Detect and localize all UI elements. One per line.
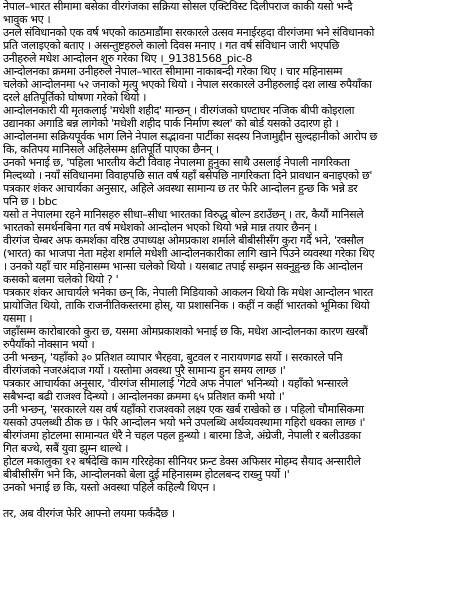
text-line: सबैभन्दा बढी राजश्व दिन्थ्यो । आन्दोलनका क्रममा ६५ प्रतिशत कमी भयो ।' bbox=[3, 390, 285, 403]
text-line: प्रायोजित थियो, ताकि राजनीतिकस्तरमा होस्, या प्रशासनिक । कहीं न कहीं भारतको भूमिका थियो bbox=[3, 299, 370, 312]
text-line: बीरगंजमा होटलमा सामान्यत धेरै ने चहल पहल हुन्थ्यो । बारमा डिजे, अंग्रेजी, नेपाली र बलीउडका bbox=[3, 429, 361, 442]
text-line: (भारत) का भाजपा नेता महेश शर्माले मधेशी आन्दोलनकारीका लागि खाने पिउने व्यवस्था गरेका थिए bbox=[3, 247, 375, 260]
text-line: नेपाल–भारत सीमामा बसेका वीरगंजका सक्रिया सोसल एक्टिविस्ट दिलीपराज काकी यसो भन्दै bbox=[3, 0, 353, 13]
text-line: जहाँसम्म कारोबारको कुरा छ, यसमा ओमप्रकाशको भनाई छ कि, मधेश आन्दोलनका कारण खरबौं bbox=[3, 325, 368, 338]
text-line: प्रति जलाइएको बताए । असन्तुष्टहरुले कालो दिवस मनाए । गत वर्ष संविधान जारी भएपछि bbox=[3, 39, 339, 52]
text-line: उनले संविधानको एक वर्ष भएको काठमाडौंमा सरकारले उत्सव मनाईरहदा वीरगंजमा भने संविधानको bbox=[3, 26, 374, 39]
text-line: रुपैयाँको नोक्सान भयो । bbox=[3, 338, 95, 351]
text-line: उनी भन्छन्, 'यहाँको ३० प्रतिशत व्यापार भैरहवा, बुटवल र नारायणगढ सर्यो । सरकारले पनि bbox=[3, 351, 343, 364]
text-line: भावुक भए । bbox=[3, 13, 51, 26]
text-line: वीरगंज चेम्बर अफ कमर्शका वरिष्ठ उपाध्यक्ष ओमप्रकाश शर्माले बीबीसीसँग कुरा गर्दै भने, 'रक्सौल bbox=[3, 234, 364, 247]
text-line: पनि छ । bbc bbox=[3, 195, 58, 208]
text-line: उद्यानका अगाडि बन्न लागेको 'मधेशी शहीद पार्क निर्माण स्थल' को बोर्ड यसको उदारण हो । bbox=[3, 117, 339, 130]
text-line: गित बज्थे, सबैं युवा झुम्न थाल्थे । bbox=[3, 442, 129, 455]
text-line: यसमा । bbox=[3, 312, 33, 325]
text-line: भारतको समर्थनबिना गत वर्ष मधेशको आन्दोलन भएको थियो भन्ने मान्न तयार छैनन् । bbox=[3, 221, 317, 234]
text-line: आन्दोलनकारी यी मृतकलाई 'मधेशी शहीद' मान्छन् । वीरगंजको घण्टाघर नजिक बीपी कोइराला bbox=[3, 104, 355, 117]
text-line: आन्दोलनमा सक्रियपूर्वक भाग लिने नेपाल सद्भावना पार्टीका सदस्य निजामुद्दीन सुल्दहानीको आरोप छ bbox=[3, 130, 378, 143]
blank-line bbox=[3, 494, 465, 507]
text-line: कसको बलमा चलेको थियो ? ' bbox=[3, 273, 119, 286]
text-line: वीरगंजको नजरअंदाज गर्यो । यस्तोमा अवस्था पुरै सामान्य हुन समय लाग्छ ।' bbox=[3, 364, 286, 377]
text-line: पत्रकार शंकर आचार्यले भनेका छन् कि, नेपाली मिडियाको आकलन थियो कि मधेश आन्दोलन भारत bbox=[3, 286, 373, 299]
text-line: कि, कतिपय मानिसले अहिलेसम्म क्षतिपूर्ति पाएका छैनन् । bbox=[3, 143, 219, 156]
text-line: उनी भन्छन्, 'सरकारले यस वर्ष यहाँको राजश्वको लक्ष्य एक खर्ब राखेको छ । पहिलो चौमासिकमा bbox=[3, 403, 364, 416]
text-line: बीबीसीसँग भने कि, आन्दोलनको बेला दुई महिनासम्म होटलबन्द राख्नु पर्यो ।' bbox=[3, 468, 290, 481]
text-line: पत्रकार आचार्यका अनुसार, 'वीरगंज सीमालाई 'गेटवे अफ नेपाल' भनिन्थ्यो । यहाँको भन्सारले bbox=[3, 377, 349, 390]
text-line: पत्रकार शंकर आचार्यका अनुसार, अहिले अवस्था सामान्य छ तर फेरि आन्दोलन हुन्छ कि भन्ने डर bbox=[3, 182, 358, 195]
text-line: उनीहरुले मधेश आन्दोलन शुरु गरेका थिए ।_91381568_pic-8 bbox=[3, 52, 253, 65]
text-line: उनको भनाई छ कि, यस्तो अवस्था पहिले कहिल्यै थिएन । bbox=[3, 481, 216, 494]
text-line: आन्दोलनका क्रममा उनीहरुले नेपाल–भारत सीमामा नाकाबन्दी गरेका थिए । चार महिनासम्म bbox=[3, 65, 343, 78]
text-line: उनको भनाई छ, 'पहिला भारतीय केटी विवाह नेपालमा हुनुका साथै उसलाई नेपाली नागरिकता bbox=[3, 156, 350, 169]
text-line: दरले क्षतिपूर्तिको घोषणा गरेको थियो । bbox=[3, 91, 147, 104]
text-line: मिल्दथ्यो । नयाँ संविधानमा विवाहपछि सात वर्ष यहाँ बसेपछि नागरिकता दिने प्रावधान बनाइएको छ' bbox=[3, 169, 373, 182]
text-line: चलेको आन्दोलनमा ५२ जनाको मृत्यु भएको थियो । नेपाल सरकारले उनीहरुलाई दश लाख रुपैयाँका bbox=[3, 78, 372, 91]
text-line: होटल मकालुका १२ बर्षदेखि काम गरिरहेका सीनियर फ्रन्ट डेक्स अफिसर मोहम्द सैयाद अन्सारीले bbox=[3, 455, 361, 468]
text-line: । उनको यहाँ चार महिनासम्म भान्सा चलेको थियो । यसबाट तपाई सम्झन सक्नुहुन्छ कि आन्दोलन bbox=[3, 260, 363, 273]
text-line: तर, अब वीरगंज फेरि आफ्नो लयमा फर्कदैछ । bbox=[3, 507, 175, 520]
text-line: यसो त नेपालमा रहने मानिसहरु सीधा–सीधा भारतका विरुद्ध बोल्न डराउँछन् । तर, कैयौं मानिसले bbox=[3, 208, 364, 221]
text-line: यसको उपलब्धी ठीक छ । फेरि आन्दोलन भयो भने उपलब्धि अर्थव्यवस्थामा गहिरो धक्का लाग्छ ।' bbox=[3, 416, 366, 429]
